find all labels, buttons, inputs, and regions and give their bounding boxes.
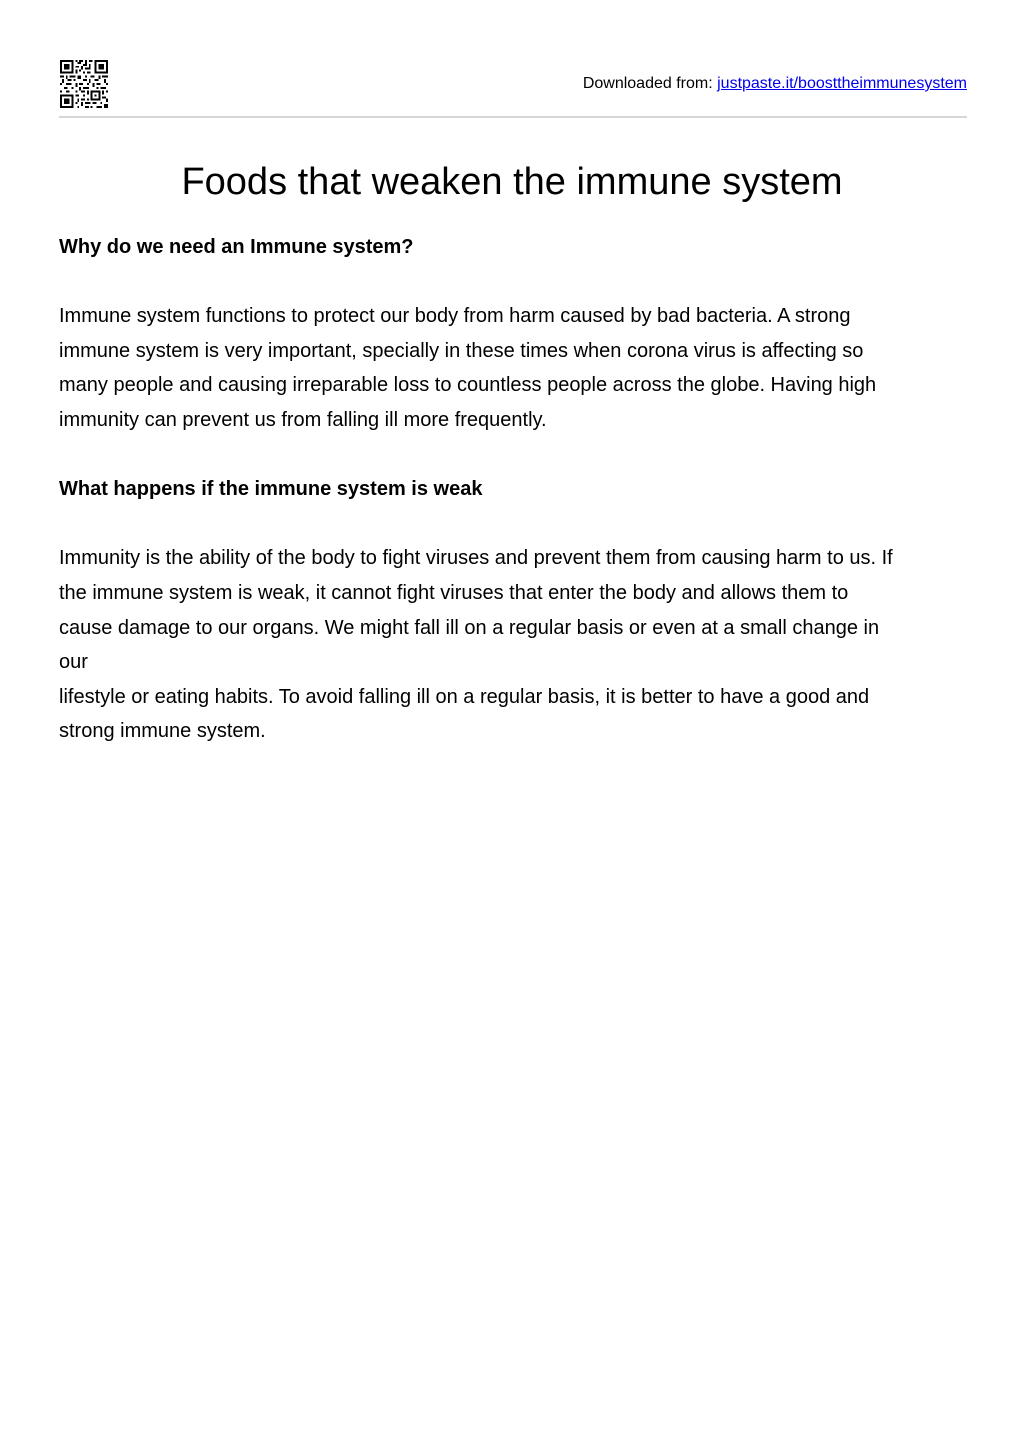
paragraph-line: cause damage to our organs. We might fall ill on a regular basis or even at a small change in [59, 616, 880, 639]
article-body [59, 230, 971, 749]
paragraph-line: many people and causing irreparable loss to countless people across the globe. Having high [59, 374, 877, 397]
paragraph-line: strong immune system. [59, 720, 266, 743]
paragraph-line: lifestyle or eating habits. To avoid falling ill on a regular basis, it is better to have a good and [59, 685, 870, 708]
source-prefix: Downloaded from: [582, 75, 718, 92]
spacer [59, 507, 971, 542]
paragraph-line: the immune system is weak, it cannot fight viruses that enter the body and allows them to [59, 581, 849, 604]
paragraph-line: Immune system functions to protect our body from harm caused by bad bacteria. A strong [59, 305, 851, 328]
spacer [59, 265, 971, 300]
header-divider [59, 116, 967, 118]
page-title: Foods that weaken the immune system [181, 161, 843, 203]
source-line [583, 74, 967, 94]
section-heading-weak: What happens if the immune system is weak [59, 478, 483, 501]
paragraph-line: our [59, 651, 88, 674]
spacer [59, 438, 971, 473]
paragraph-line: Immunity is the ability of the body to fight viruses and prevent them from causing harm to us. If [59, 547, 893, 570]
section-heading-why: Why do we need an Immune system? [59, 236, 414, 258]
paragraph-line: immune system is very important, specially in these times when corona virus is affecting so [59, 339, 864, 362]
qr-code-icon [60, 60, 108, 108]
source-link[interactable]: justpaste.it/boosttheimmunesystem [717, 75, 967, 92]
paragraph-line: immunity can prevent us from falling ill more frequently. [59, 408, 547, 431]
